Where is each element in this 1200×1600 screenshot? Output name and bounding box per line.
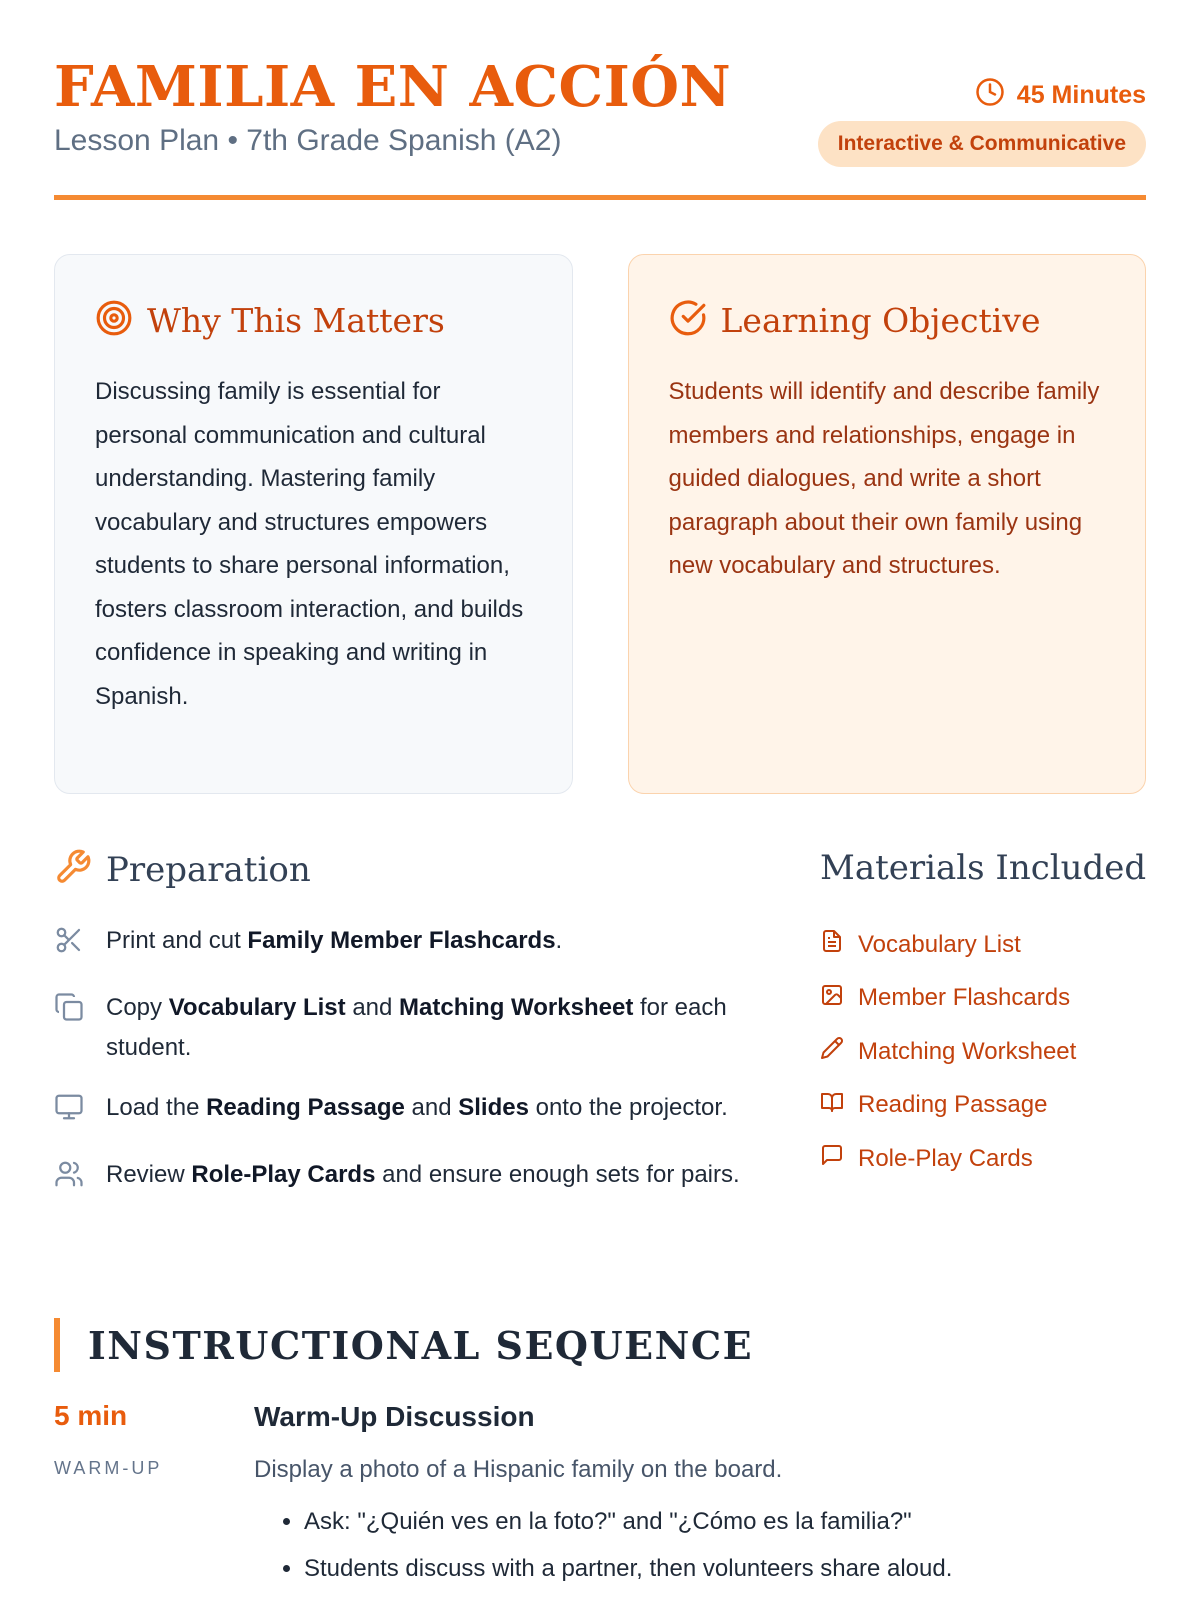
sequence-title: INSTRUCTIONAL SEQUENCE (88, 1322, 754, 1368)
users-icon (54, 1155, 86, 1202)
material-label: Reading Passage (858, 1091, 1048, 1119)
check-circle-icon (669, 299, 707, 342)
why-this-matters-card (54, 254, 573, 794)
material-item-matching-worksheet[interactable] (820, 1025, 1150, 1079)
objective-card-title: Learning Objective (720, 301, 1041, 340)
materials-section (820, 848, 1150, 1186)
duration-indicator (975, 77, 1146, 114)
step-bullet: • Ask: "¿Quién ves en la foto?" and "¿Cómo es la familia?" (304, 1498, 1146, 1545)
preparation-list (54, 921, 754, 1202)
prep-item-text: Review Role-Play Cards and ensure enough sets for pairs. (106, 1161, 740, 1188)
page-header (54, 0, 1146, 200)
why-card-title: Why This Matters (147, 301, 445, 340)
step-description: Display a photo of a Hispanic family on the board. (254, 1456, 783, 1483)
preparation-section (54, 848, 754, 1222)
scissors-icon (54, 921, 86, 968)
prep-item-text: Load the Reading Passage and Slides onto the projector. (106, 1094, 728, 1121)
target-icon (95, 299, 133, 342)
preparation-title: Preparation (106, 849, 311, 890)
pencil-icon (820, 1036, 844, 1067)
materials-list (820, 918, 1150, 1186)
prep-item (54, 921, 754, 968)
chat-icon (820, 1143, 844, 1174)
monitor-icon (54, 1088, 86, 1135)
prep-item-text: Copy Vocabulary List and Matching Worksheet for each student. (106, 994, 727, 1061)
step-title: Warm-Up Discussion (254, 1401, 535, 1432)
preparation-header (54, 848, 754, 891)
learning-objective-card (628, 254, 1147, 794)
material-label: Vocabulary List (858, 930, 1021, 958)
info-cards (54, 254, 1146, 794)
prep-item (54, 1155, 754, 1202)
wrench-icon (54, 848, 92, 891)
book-icon (820, 1090, 844, 1121)
step-bullets (254, 1498, 1146, 1592)
why-card-body: Discussing family is essential for personal communication and cultural understanding. Mastering family vocabulary and structures empowers students to share personal information, fosters classroom interaction, and builds confidence in speaking and writing in Spanish. (95, 378, 524, 710)
copy-icon (54, 988, 86, 1068)
step-phase: WARM-UP (54, 1458, 163, 1478)
clock-icon (975, 77, 1005, 114)
material-label: Matching Worksheet (858, 1037, 1077, 1065)
step-content (254, 1400, 1146, 1592)
step-bullet: • Students discuss with a partner, then volunteers share aloud. (304, 1545, 1146, 1592)
image-icon (820, 983, 844, 1014)
page-subtitle: Lesson Plan • 7th Grade Spanish (A2) (54, 124, 562, 157)
document-icon (820, 929, 844, 960)
style-badge: Interactive & Communicative (818, 121, 1146, 167)
materials-title: Materials Included (820, 848, 1147, 888)
step-time: 5 min (54, 1400, 128, 1431)
material-label: Role-Play Cards (858, 1144, 1033, 1172)
sequence-header (54, 1318, 753, 1372)
material-label: Member Flashcards (858, 984, 1071, 1012)
objective-card-body: Students will identify and describe family members and relationships, engage in guided dialogues, and write a short paragraph about their own family using new vocabulary and structures. (668, 378, 1100, 579)
material-item-member-flashcards[interactable] (820, 972, 1150, 1026)
duration-text: 45 Minutes (1016, 81, 1146, 109)
prep-item (54, 1088, 754, 1135)
why-card-header (95, 299, 532, 342)
material-item-reading-passage[interactable] (820, 1079, 1150, 1133)
prep-item (54, 988, 754, 1068)
prep-item-text: Print and cut Family Member Flashcards. (106, 927, 563, 954)
material-item-vocabulary-list[interactable] (820, 918, 1150, 972)
page-title: FAMILIA EN ACCIÓN (54, 54, 732, 120)
material-item-role-play-cards[interactable] (820, 1132, 1150, 1186)
objective-card-header (669, 299, 1106, 342)
